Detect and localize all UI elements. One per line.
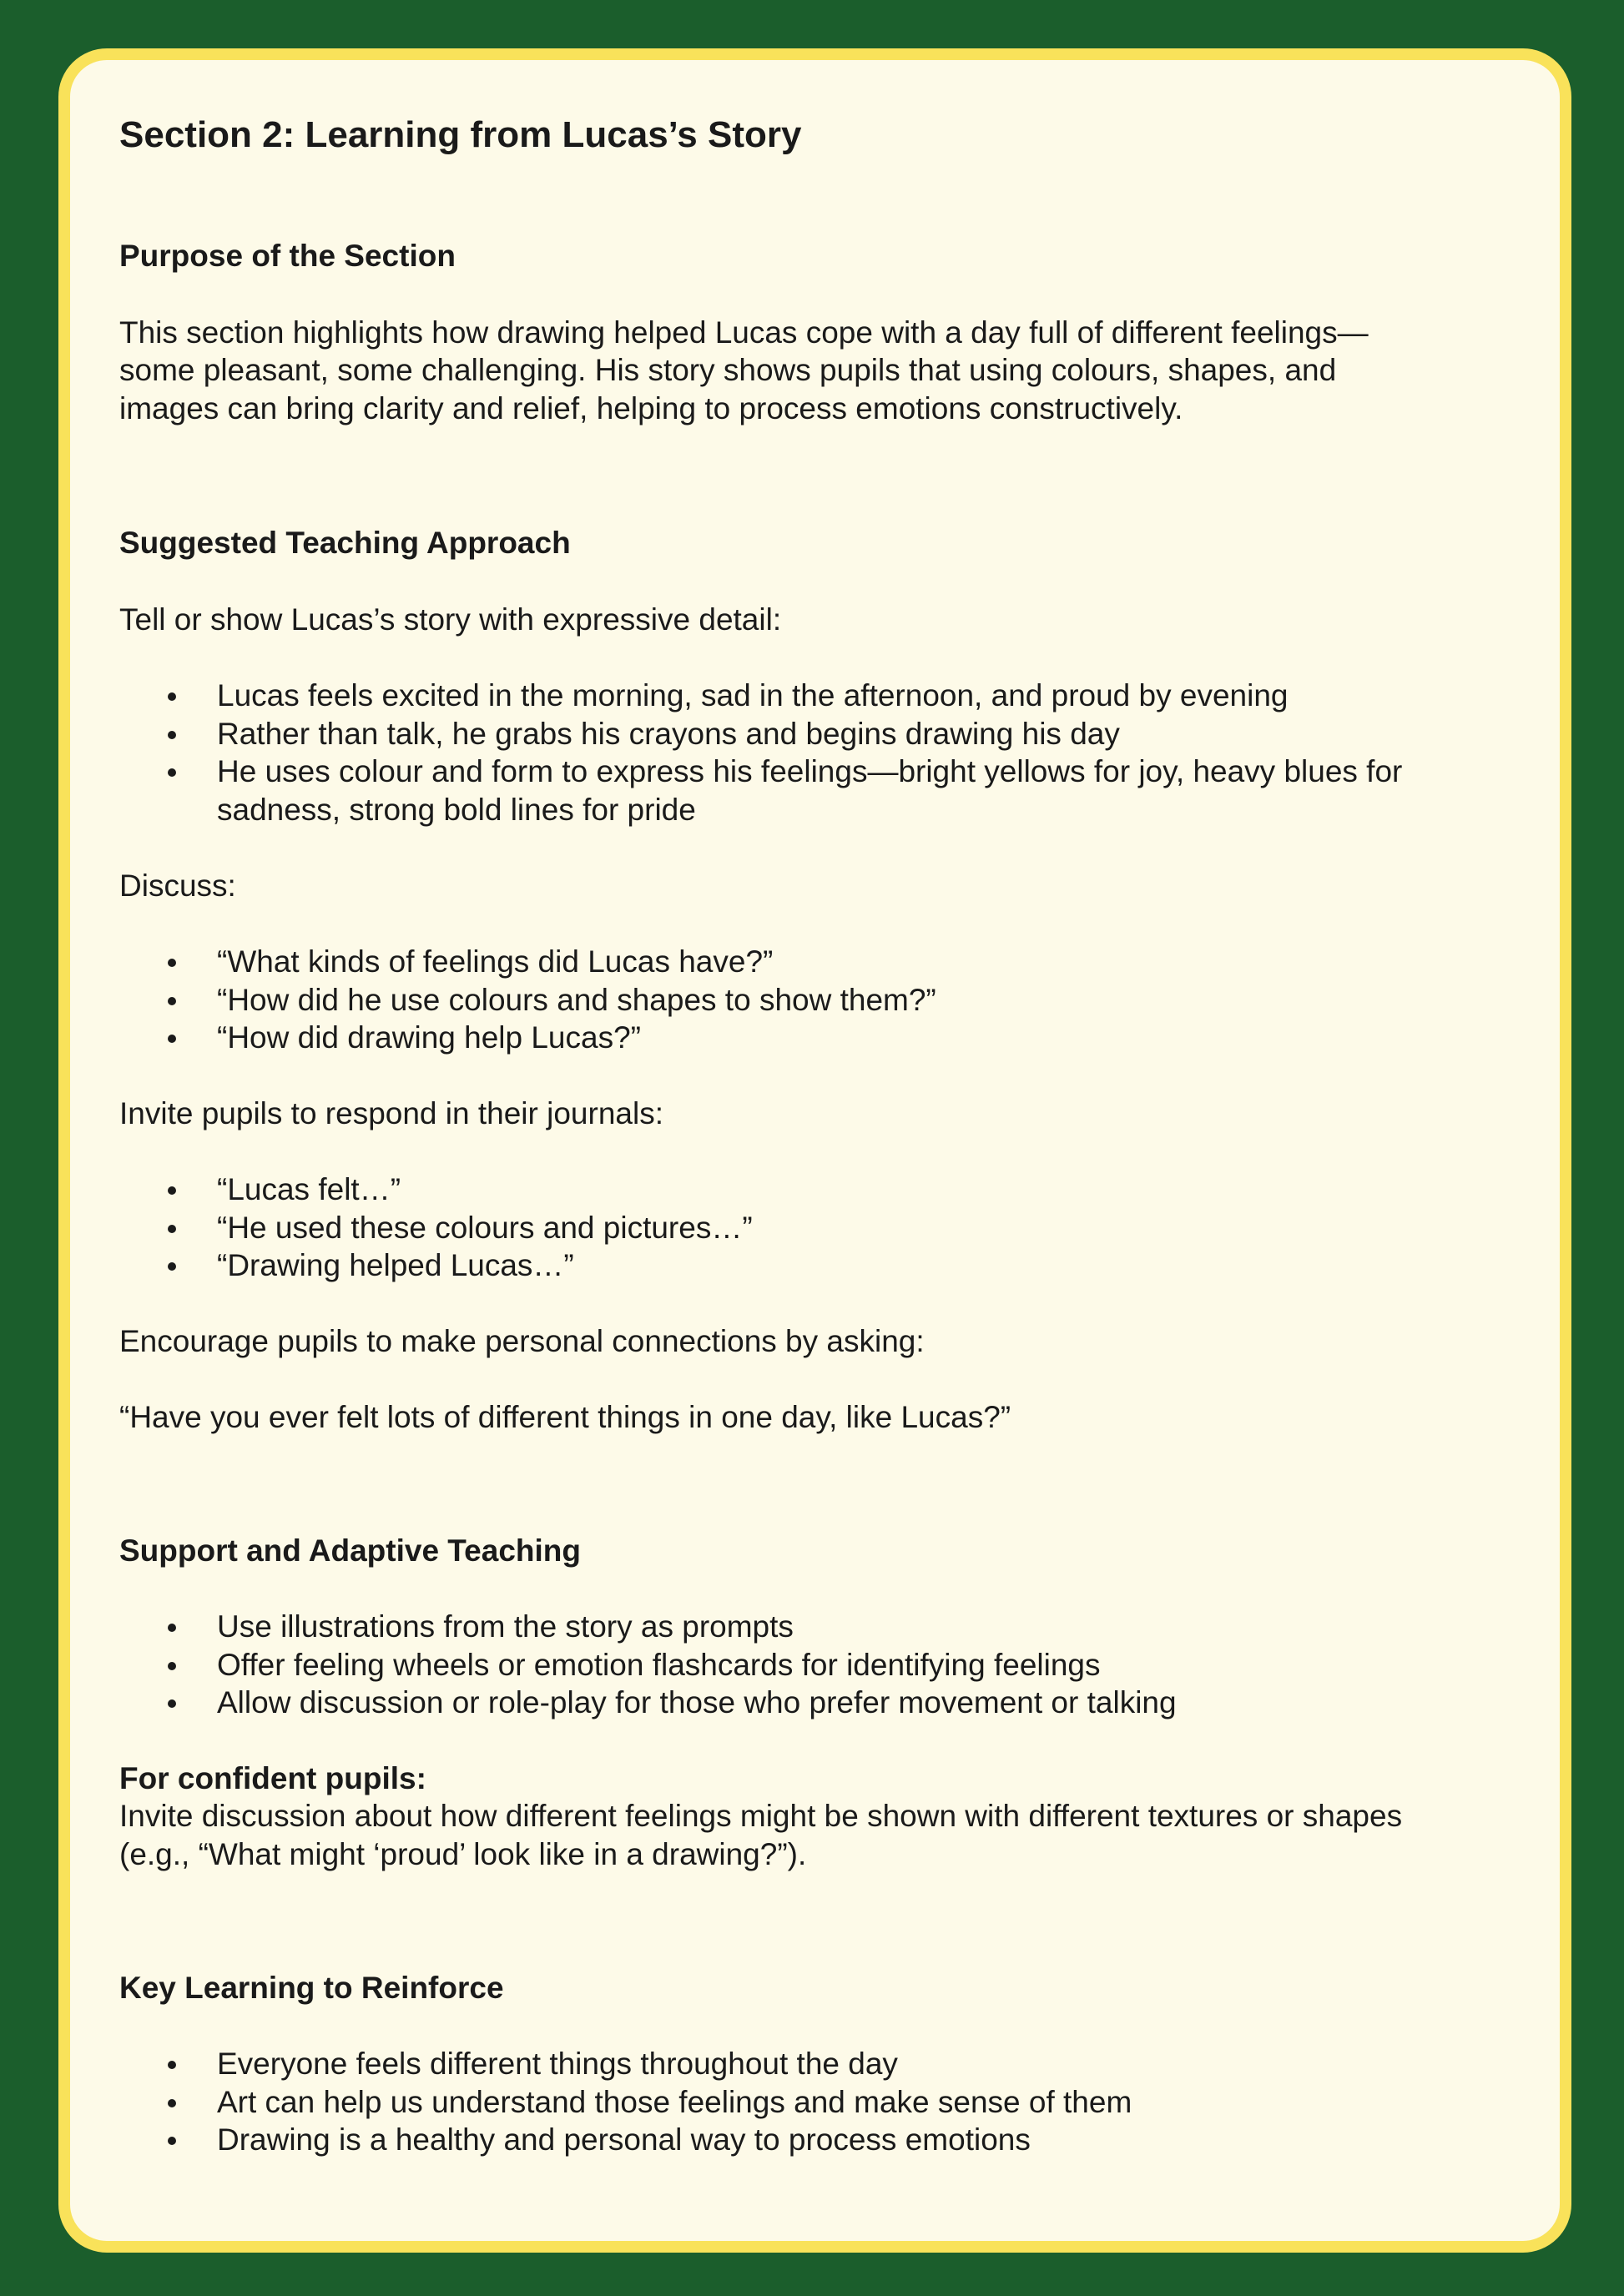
support-heading: Support and Adaptive Teaching: [119, 1533, 581, 1568]
bullet-icon: [168, 692, 176, 701]
list-item: Allow discussion or role-play for those who prefer movement or talking: [119, 1684, 1505, 1722]
page-title: Section 2: Learning from Lucas’s Story: [119, 114, 802, 155]
bullet-icon: [168, 2099, 176, 2107]
bullet-icon: [168, 1225, 176, 1233]
list-item: “What kinds of feelings did Lucas have?”: [119, 943, 1505, 981]
list-item: “He used these colours and pictures…”: [119, 1209, 1505, 1247]
list-item: “Lucas felt…”: [119, 1171, 1505, 1209]
list-item: “Drawing helped Lucas…”: [119, 1246, 1505, 1285]
support-points-list: [119, 1608, 1505, 1722]
purpose-line-1: This section highlights how drawing helped Lucas cope with a day full of different feelings—: [119, 315, 1369, 350]
bullet-icon: [168, 2137, 176, 2145]
discuss-label: Discuss:: [119, 869, 236, 903]
confident-label: For confident pupils:: [119, 1761, 426, 1795]
journal-intro: Invite pupils to respond in their journals:: [119, 1096, 663, 1130]
purpose-line-3: images can bring clarity and relief, helping to process emotions constructively.: [119, 391, 1183, 425]
story-points-list: [119, 677, 1505, 828]
bullet-icon: [168, 997, 176, 1005]
list-item: Drawing is a healthy and personal way to process emotions: [119, 2121, 1505, 2159]
connect-intro: Encourage pupils to make personal connections by asking:: [119, 1324, 925, 1358]
list-item: He uses colour and form to express his feelings—bright yellows for joy, heavy blues for sadness, strong bold lines for pride: [119, 753, 1505, 828]
purpose-heading: Purpose of the Section: [119, 239, 456, 273]
list-item: “How did drawing help Lucas?”: [119, 1019, 1505, 1057]
bullet-icon: [168, 768, 176, 777]
bullet-icon: [168, 1699, 176, 1708]
list-item: Use illustrations from the story as prompts: [119, 1608, 1505, 1646]
approach-heading: Suggested Teaching Approach: [119, 526, 571, 560]
bullet-icon: [168, 1662, 176, 1670]
list-item: Offer feeling wheels or emotion flashcards for identifying feelings: [119, 1646, 1505, 1684]
journal-points-list: [119, 1171, 1505, 1285]
bullet-icon: [168, 959, 176, 967]
list-item: Rather than talk, he grabs his crayons and begins drawing his day: [119, 715, 1505, 753]
list-item: Art can help us understand those feelings and make sense of them: [119, 2083, 1505, 2122]
bullet-icon: [168, 2061, 176, 2069]
purpose-line-2: some pleasant, some challenging. His story shows pupils that using colours, shapes, and: [119, 353, 1337, 387]
connect-question: “Have you ever felt lots of different things in one day, like Lucas?”: [119, 1400, 1011, 1434]
list-item: “How did he use colours and shapes to show them?”: [119, 981, 1505, 1020]
confident-line-2: (e.g., “What might ‘proud’ look like in a drawing?”).: [119, 1837, 807, 1871]
key-learning-heading: Key Learning to Reinforce: [119, 1971, 504, 2005]
bullet-icon: [168, 731, 176, 739]
approach-intro: Tell or show Lucas’s story with expressive detail:: [119, 602, 782, 637]
confident-line-1: Invite discussion about how different feelings might be shown with different textures or shapes: [119, 1799, 1403, 1833]
list-item: Lucas feels excited in the morning, sad in the afternoon, and proud by evening: [119, 677, 1505, 715]
discuss-points-list: [119, 943, 1505, 1057]
bullet-icon: [168, 1186, 176, 1195]
key-learning-list: [119, 2045, 1505, 2159]
list-item: Everyone feels different things throughout the day: [119, 2045, 1505, 2083]
bullet-icon: [168, 1035, 176, 1043]
bullet-icon: [168, 1262, 176, 1271]
bullet-icon: [168, 1624, 176, 1632]
